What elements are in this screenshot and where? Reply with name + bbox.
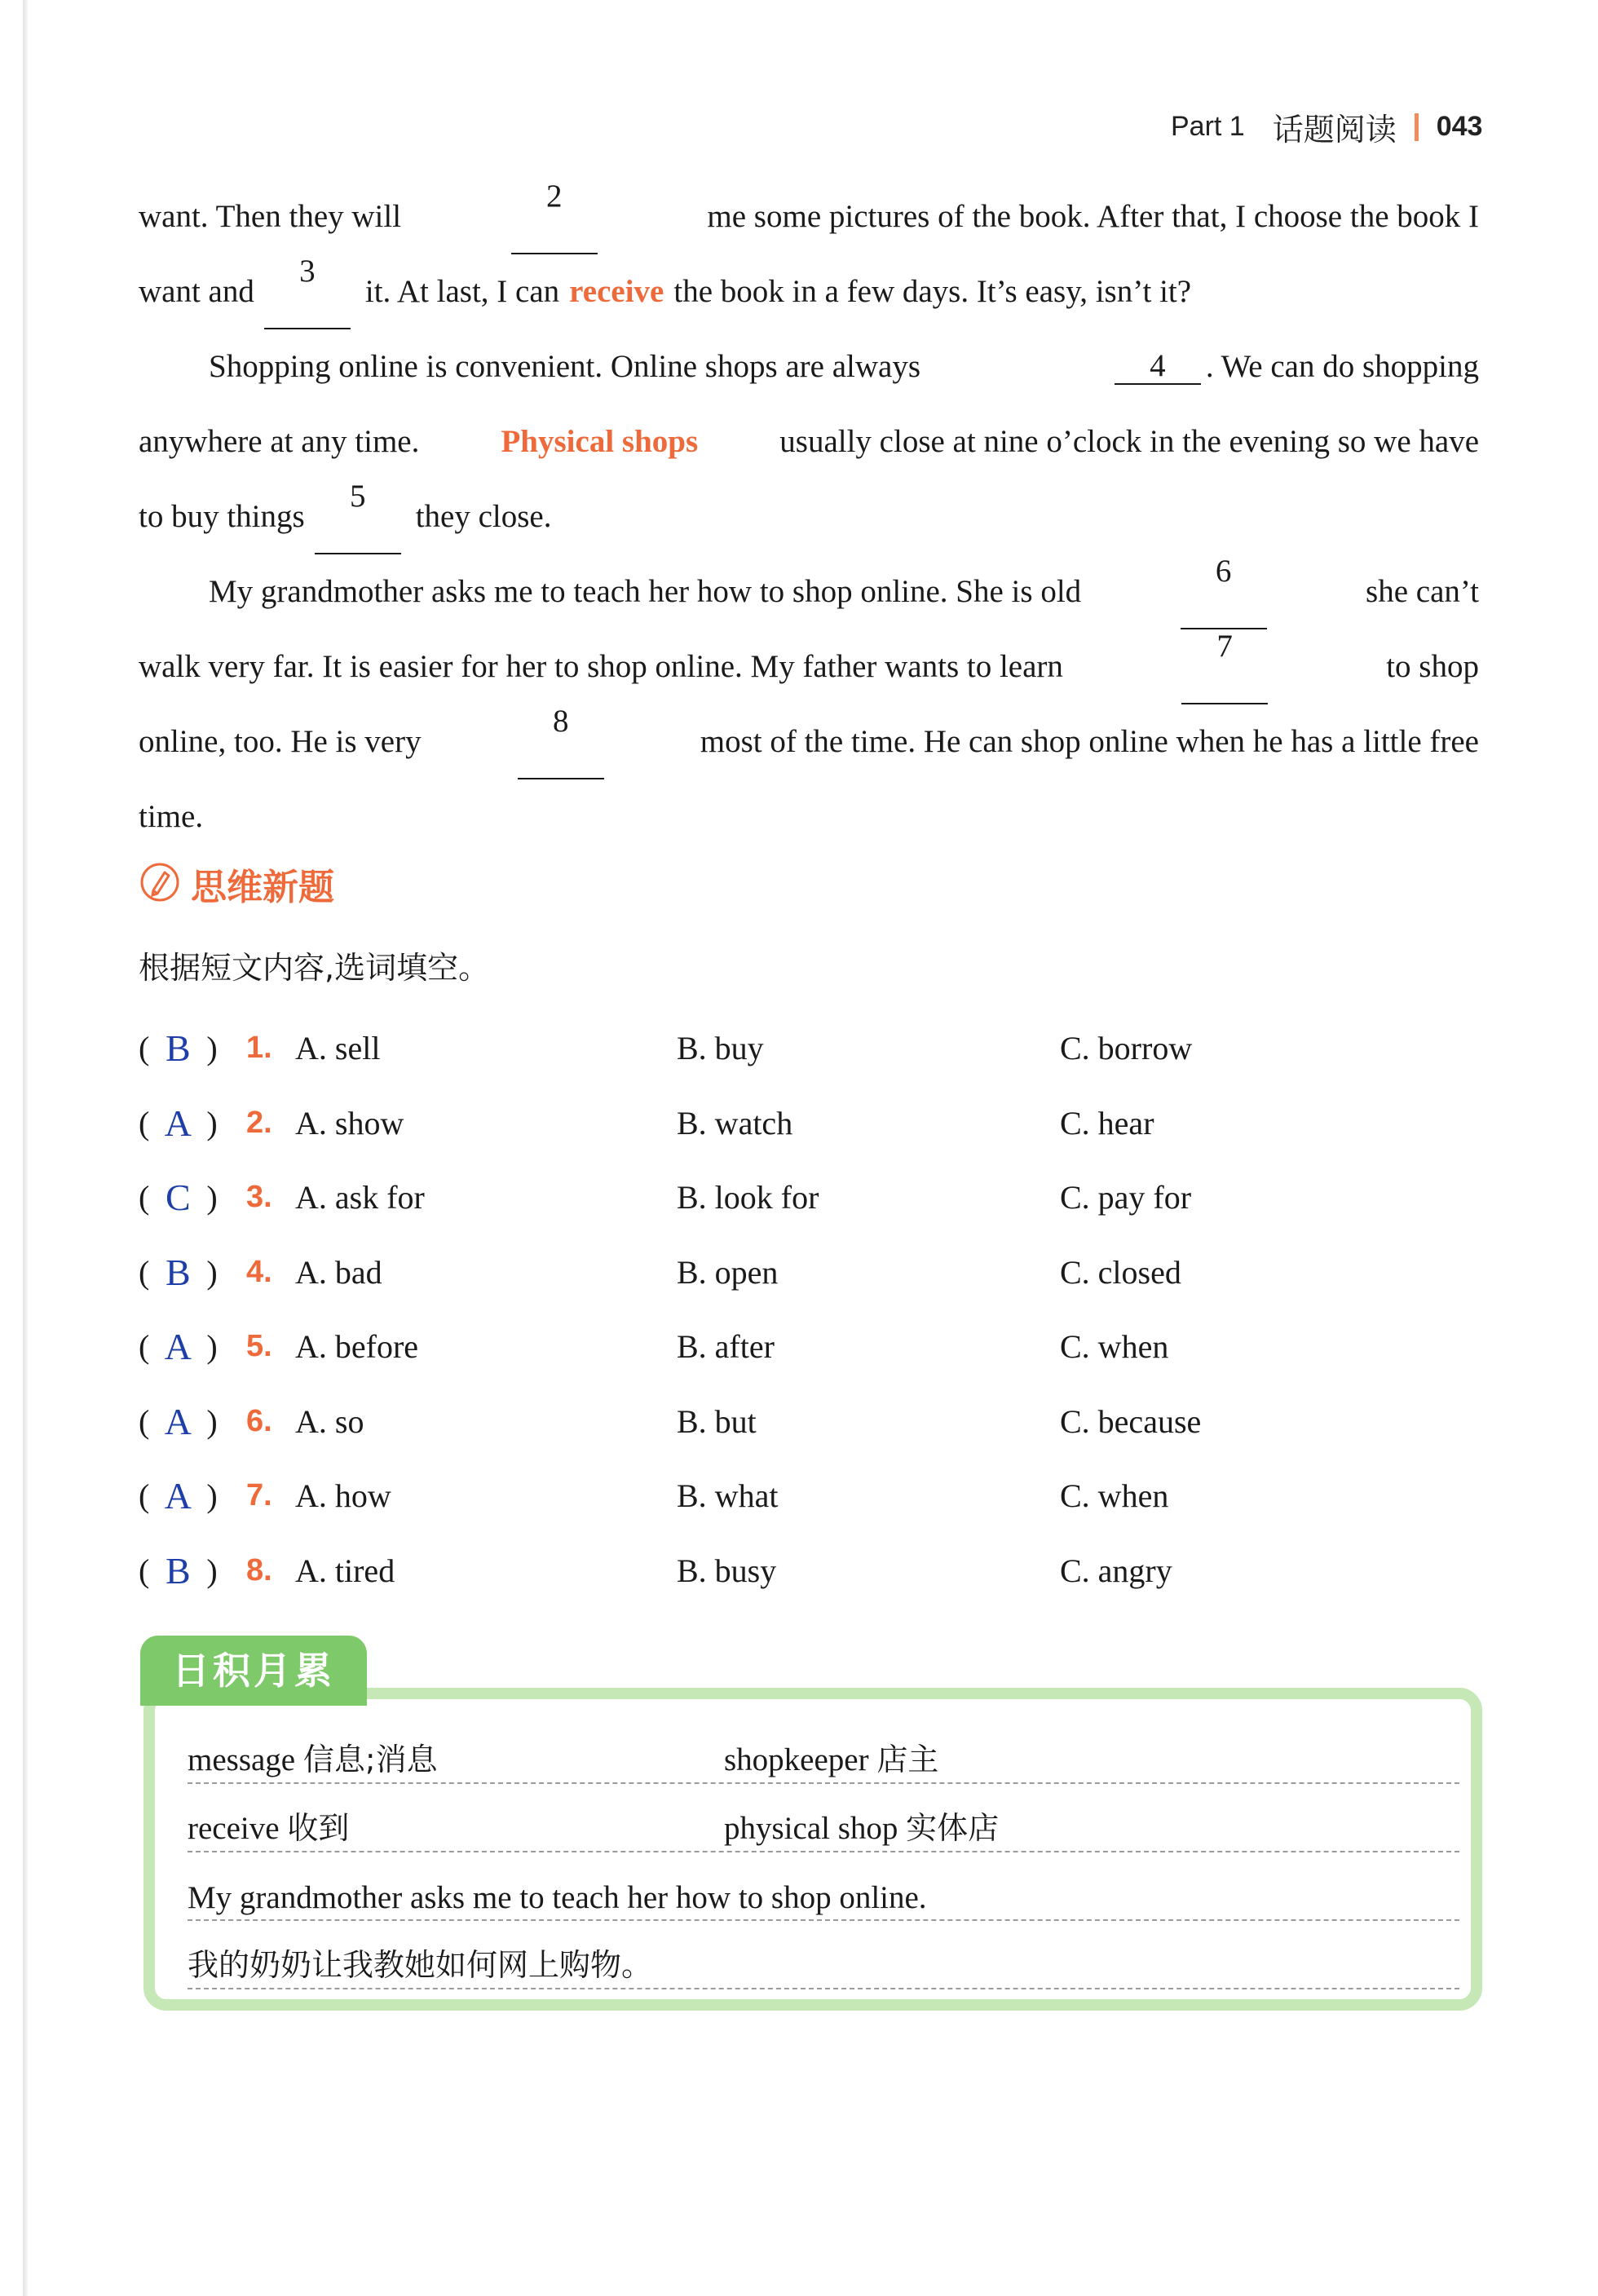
question-number: 2. <box>246 1105 272 1140</box>
passage-text: she can’t <box>1366 574 1479 609</box>
option-b: B. open <box>677 1253 779 1291</box>
passage-text: My grandmother asks me to teach her how to shop online. She is old <box>209 574 1082 609</box>
question-row <box>139 1459 1362 1534</box>
vocab-box <box>143 1688 1482 2011</box>
option-c: C. because <box>1060 1402 1202 1440</box>
option-c: C. pay for <box>1060 1179 1192 1216</box>
answer-bracket: ( A ) <box>139 1326 218 1368</box>
option-c: C. when <box>1060 1477 1169 1515</box>
question-number: 4. <box>246 1254 272 1289</box>
highlight-word: Physical shops <box>501 424 699 459</box>
passage-text: usually close at nine o’clock in the evening so we have <box>779 424 1479 459</box>
question-list <box>139 1011 1362 1608</box>
answer-letter: B <box>165 1549 191 1592</box>
passage-text: . We can do shopping <box>1205 349 1479 384</box>
passage-text: online, too. He is very <box>139 724 422 759</box>
option-c: C. when <box>1060 1328 1169 1366</box>
blank-2: 2 <box>511 179 598 254</box>
sentence-text: My grandmother asks me to teach her how to shop online. <box>188 1880 927 1915</box>
option-b: B. after <box>677 1328 775 1366</box>
header-separator <box>1415 113 1419 141</box>
passage-text: want. Then they will <box>139 199 402 234</box>
question-row <box>139 1086 1362 1161</box>
answer-bracket: ( A ) <box>139 1400 218 1442</box>
vocab-sentence-cn <box>188 1923 1459 1989</box>
option-a: A. before <box>295 1328 419 1366</box>
option-b: B. watch <box>677 1104 793 1141</box>
passage-text: most of the time. He can shop online when he has a little free <box>700 724 1479 759</box>
passage-text: want and <box>139 274 254 309</box>
vocab-tab: 日积月累 <box>140 1636 367 1706</box>
option-a: A. ask for <box>295 1179 425 1216</box>
passage-line <box>139 404 1479 479</box>
page-header <box>1171 104 1482 149</box>
option-b: B. busy <box>677 1552 777 1589</box>
option-b: B. look for <box>677 1179 819 1216</box>
answer-bracket: ( A ) <box>139 1475 218 1517</box>
answer-letter: C <box>165 1177 191 1219</box>
passage-line <box>139 479 1479 554</box>
option-c: C. hear <box>1060 1104 1154 1141</box>
vocab-word: shopkeeper <box>724 1742 869 1777</box>
vocab-word: receive <box>188 1811 280 1846</box>
question-row <box>139 1384 1362 1459</box>
option-b: B. buy <box>677 1030 764 1067</box>
option-a: A. tired <box>295 1552 395 1589</box>
passage-text: time. <box>139 799 204 834</box>
section-title <box>139 858 334 910</box>
answer-bracket: ( B ) <box>139 1027 218 1070</box>
passage-line <box>139 179 1479 254</box>
section-title-text: 思维新题 <box>191 867 334 908</box>
vocab-meaning: 店主 <box>876 1742 939 1777</box>
question-number: 6. <box>246 1403 272 1438</box>
blank-5: 5 <box>315 479 401 554</box>
option-a: A. so <box>295 1402 364 1440</box>
vocab-word: message <box>188 1742 296 1777</box>
highlight-word: receive <box>569 274 664 309</box>
pen-icon <box>139 861 181 907</box>
blank-6: 6 <box>1181 554 1267 629</box>
vocab-word: physical shop <box>724 1811 898 1846</box>
question-number: 7. <box>246 1478 272 1513</box>
vocab-row <box>188 1717 1459 1784</box>
option-c: C. angry <box>1060 1552 1172 1589</box>
passage-text: anywhere at any time. <box>139 424 420 459</box>
answer-bracket: ( B ) <box>139 1549 218 1592</box>
vocab-row <box>188 1786 1459 1852</box>
vocab-meaning: 收到 <box>287 1810 350 1846</box>
passage-text: the book in a few days. It’s easy, isn’t it? <box>673 274 1192 309</box>
question-row <box>139 1309 1362 1384</box>
vocab-meaning: 实体店 <box>906 1810 1000 1846</box>
answer-letter: A <box>164 1326 192 1368</box>
option-a: A. bad <box>295 1253 382 1291</box>
sentence-text: 我的奶奶让我教她如何网上购物。 <box>188 1947 653 1983</box>
passage-text: Shopping online is convenient. Online shops are always <box>209 349 921 384</box>
answer-letter: B <box>165 1027 191 1070</box>
answer-letter: A <box>164 1475 192 1517</box>
blank-4: 4 <box>1115 349 1201 385</box>
blank-7: 7 <box>1181 629 1268 704</box>
question-row <box>139 1160 1362 1235</box>
answer-letter: B <box>165 1251 191 1293</box>
option-c: C. borrow <box>1060 1030 1193 1067</box>
passage-line <box>139 254 1479 329</box>
question-row <box>139 1534 1362 1609</box>
passage-line <box>139 554 1479 629</box>
answer-bracket: ( C ) <box>139 1177 218 1219</box>
answer-bracket: ( B ) <box>139 1251 218 1293</box>
option-a: A. sell <box>295 1030 381 1067</box>
question-row <box>139 1011 1362 1086</box>
answer-letter: A <box>164 1400 192 1442</box>
header-part: Part 1 <box>1171 111 1245 142</box>
passage-text: they close. <box>415 499 552 534</box>
answer-letter: A <box>164 1102 192 1144</box>
page-number: 043 <box>1436 111 1483 142</box>
passage-text: walk very far. It is easier for her to shop online. My father wants to learn <box>139 649 1063 684</box>
question-number: 1. <box>246 1031 272 1066</box>
vocab-meaning: 信息;消息 <box>302 1742 438 1777</box>
passage-line <box>139 629 1479 704</box>
blank-3: 3 <box>264 254 351 329</box>
passage-text: me some pictures of the book. After that, I choose the book I <box>707 199 1479 234</box>
question-number: 3. <box>246 1180 272 1215</box>
passage-line <box>139 329 1479 404</box>
question-number: 8. <box>246 1552 272 1587</box>
option-a: A. show <box>295 1104 404 1141</box>
header-topic: 话题阅读 <box>1272 112 1397 148</box>
passage-line <box>139 704 1479 779</box>
vocab-sentence-en <box>188 1854 1459 1921</box>
passage-line <box>139 779 1479 854</box>
option-b: B. but <box>677 1402 757 1440</box>
option-a: A. how <box>295 1477 391 1515</box>
reading-passage <box>139 179 1479 854</box>
instruction: 根据短文内容,选词填空。 <box>139 950 490 986</box>
passage-text: to buy things <box>139 499 305 534</box>
answer-bracket: ( A ) <box>139 1102 218 1144</box>
option-c: C. closed <box>1060 1253 1181 1291</box>
question-row <box>139 1235 1362 1310</box>
question-number: 5. <box>246 1329 272 1364</box>
passage-text: to shop <box>1386 649 1479 684</box>
blank-8: 8 <box>518 704 604 779</box>
passage-text: it. At last, I can <box>364 274 560 309</box>
page-edge <box>23 0 28 2296</box>
option-b: B. what <box>677 1477 779 1515</box>
